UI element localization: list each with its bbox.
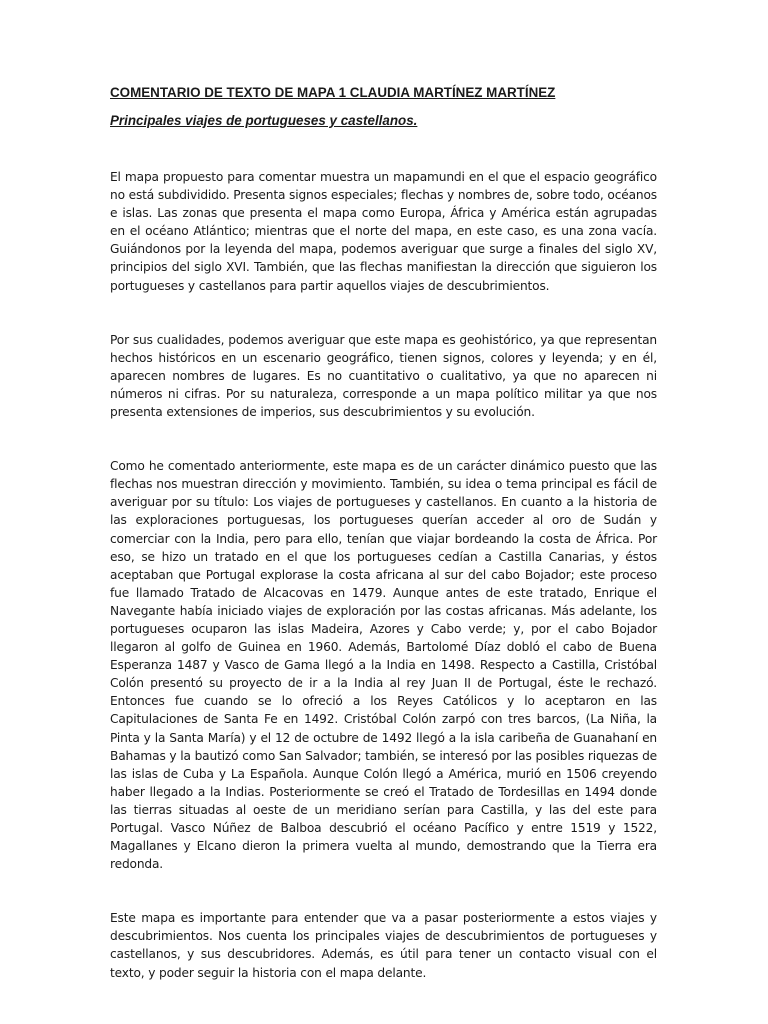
paragraph-conclusion: Este mapa es importante para entender que va a pasar posteriormente a estos viajes y descubrimientos. Nos cuenta los principales viajes de descubrimientos de portugueses y castellanos, y sus descubridores. Además, es útil para tener un contacto visual con el texto, y poder seguir la historia con el mapa delante. bbox=[110, 911, 657, 980]
document-subtitle: Principales viajes de portugueses y castellanos. bbox=[110, 113, 418, 128]
paragraph-intro: El mapa propuesto para comentar muestra un mapamundi en el que el espacio geográfico no está subdividido. Presenta signos especiales; flechas y nombres de, sobre todo, océanos e islas. Las zonas que presenta el mapa como Europa, África y América están agrupadas en el océano Atlántico; mientras que el norte del mapa, en este caso, es una zona vacía. Guiándonos por la leyenda del mapa, podemos averiguar que surge a finales del siglo XV, principios del siglo XVI. También, que las flechas manifiestan la dirección que siguieron los portugueses y castellanos para partir aquellos viajes de descubrimientos. bbox=[110, 170, 657, 293]
paragraph-history: Como he comentado anteriormente, este mapa es de un carácter dinámico puesto que las flechas nos muestran dirección y movimiento. También, su idea o tema principal es fácil de averiguar por su título: Los viajes de portugueses y castellanos. En cuanto a la historia de las exploraciones portuguesas, los portugueses querían acceder al oro de Sudán y comerciar con la India, pero para ello, tenían que viajar bordeando la costa de África. Por eso, se hizo un tratado en el que los portugueses cedían a Castilla Canarias, y éstos aceptaban que Portugal explorase la costa africana al sur del cabo Bojador; este proceso fue llamado Tratado de Alcacovas en 1479. Aunque antes de este tratado, Enrique el Navegante había iniciado viajes de exploración por las costas africanas. Más adelante, los portugueses ocuparon las islas Madeira, Azores y Cabo verde; y, por el cabo Bojador llegaron al golfo de Guinea en 1960. Además, Bartolomé Díaz dobló el cabo de Buena Esperanza 1487 y Vasco de Gama llegó a la India en 1498. Respecto a Castilla, Cristóbal Colón presentó su proyecto de ir a la India al rey Juan II de Portugal, éste le rechazó. Entonces fue cuando se lo ofreció a los Reyes Católicos y lo aceptaron en las Capitulaciones de Santa Fe en 1492. Cristóbal Colón zarpó con tres barcos, (La Niña, la Pinta y la Santa María) y el 12 de octubre de 1492 llegó a la isla caribeña de Guanahaní en Bahamas y la bautizó como San Salvador; también, se interesó por las posibles riquezas de las islas de Cuba y La Española. Aunque Colón llegó a América, murió en 1506 creyendo haber llegado a la Indias. Posteriormente se creó el Tratado de Tordesillas en 1494 donde las tierras situadas al oeste de un meridiano serían para Castilla, y las del este para Portugal. Vasco Núñez de Balboa descubrió el océano Pacífico y entre 1519 y 1522, Magallanes y Elcano dieron la primera vuelta al mundo, demostrando que la Tierra era redonda. bbox=[110, 459, 657, 872]
document-title: COMENTARIO DE TEXTO DE MAPA 1 CLAUDIA MARTÍNEZ MARTÍNEZ bbox=[110, 85, 556, 100]
paragraph-classification: Por sus cualidades, podemos averiguar que este mapa es geohistórico, ya que representan hechos históricos en un escenario geográfico, tienen signos, colores y leyenda; y en él, aparecen nombres de lugares. Es no cuantitativo o cualitativo, ya que no aparecen ni números ni cifras. Por su naturaleza, corresponde a un mapa político militar ya que nos presenta extensiones de imperios, sus descubrimientos y su evolución. bbox=[110, 332, 657, 420]
document-page bbox=[110, 84, 657, 982]
